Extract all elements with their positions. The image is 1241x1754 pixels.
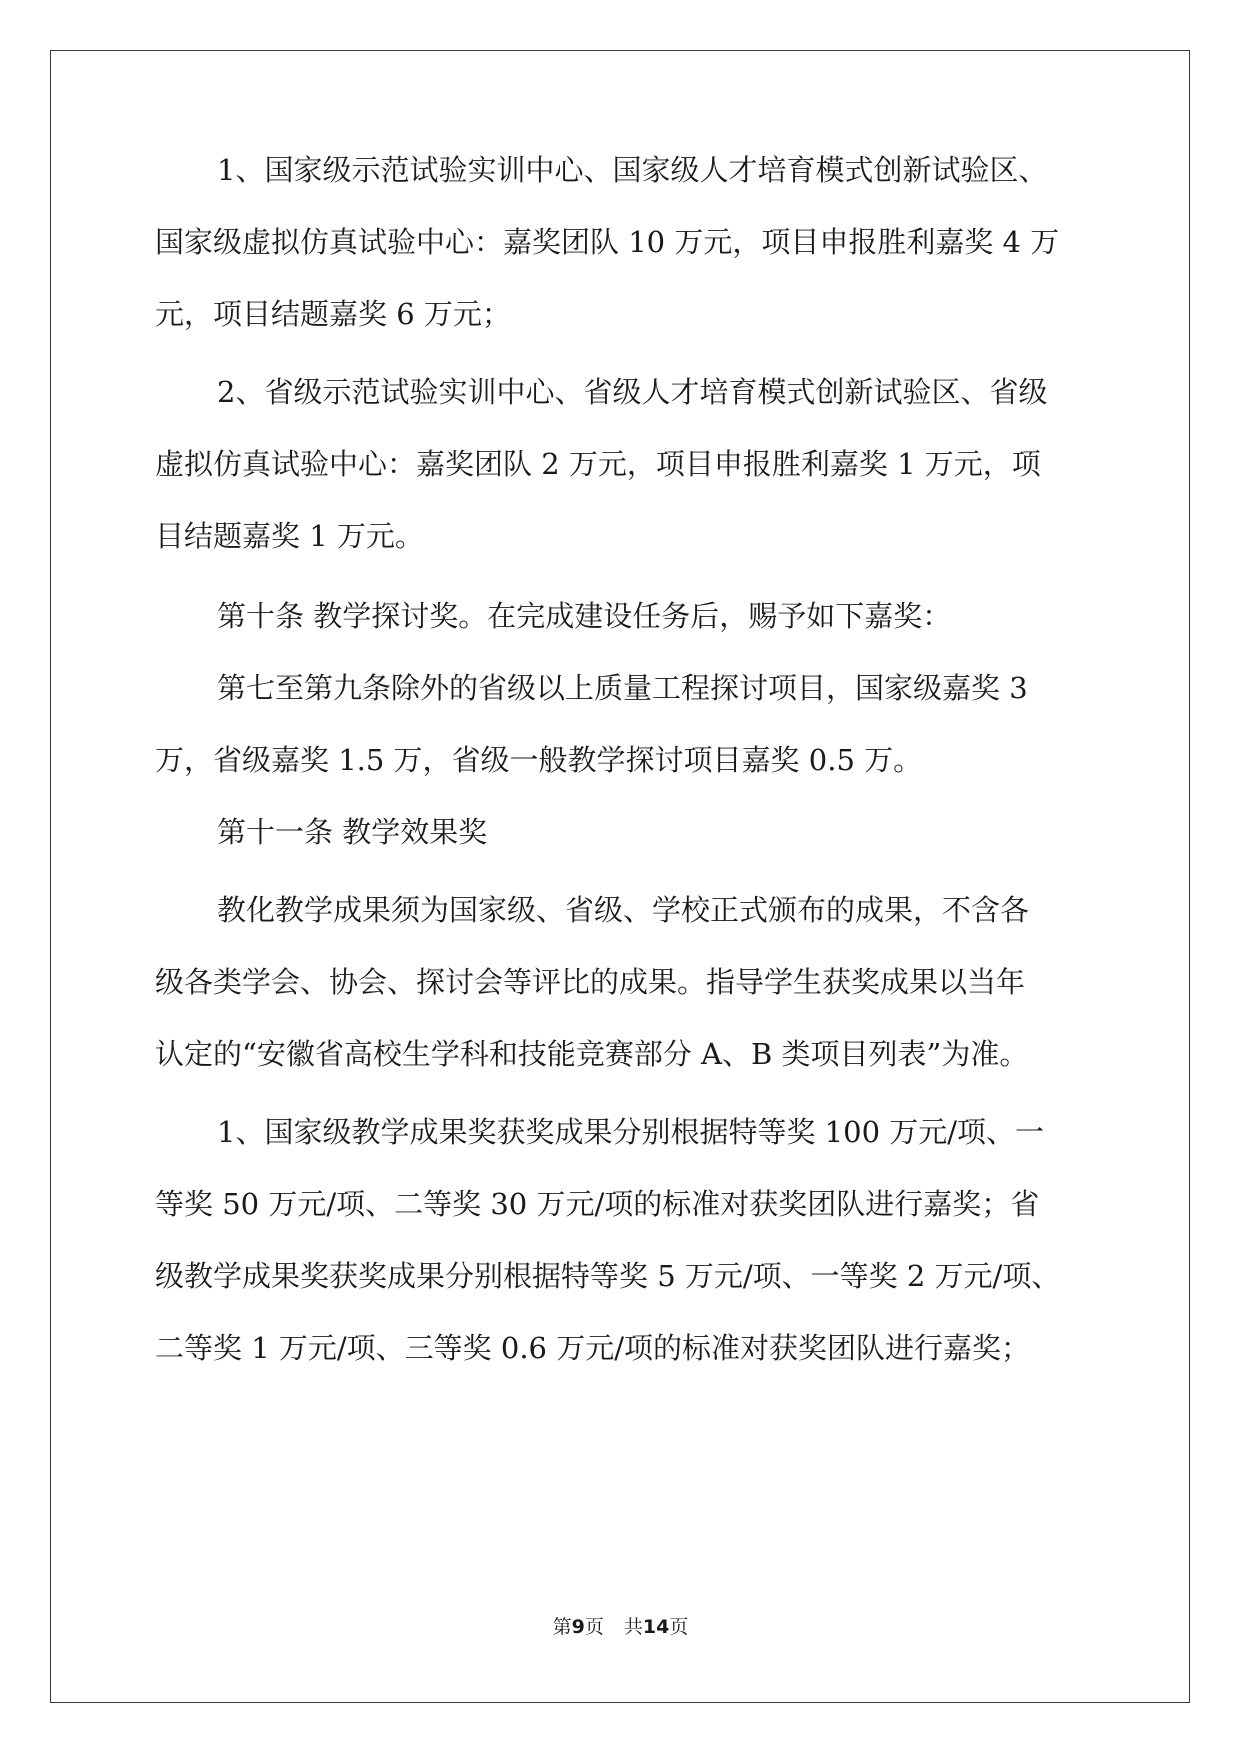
text-line: 1、国家级示范试验实训中心、国家级人才培育模式创新试验区、 [217,153,1048,187]
page-prefix: 第 [552,1616,572,1638]
text-line: 元，项目结题嘉奖 6 万元； [155,297,511,331]
text-line: 级教学成果奖获奖成果分别根据特等奖 5 万元/项、一等奖 2 万元/项、 [155,1259,1061,1293]
text-line: 等奖 50 万元/项、二等奖 30 万元/项的标准对获奖团队进行嘉奖；省 [155,1187,1040,1221]
page-suffix: 页 [584,1616,604,1638]
text-line: 第十条 教学探讨奖。在完成建设任务后，赐予如下嘉奖： [217,599,952,633]
text-line: 目结题嘉奖 1 万元。 [155,519,424,553]
total-suffix: 页 [669,1616,689,1638]
text-line: 级各类学会、协会、探讨会等评比的成果。指导学生获奖成果以当年 [155,965,1026,999]
text-line: 教化教学成果须为国家级、省级、学校正式颁布的成果，不含各 [217,893,1030,927]
total-pages: 14 [642,1616,670,1638]
text-line: 认定的“安徽省高校生学科和技能竞赛部分 A、B 类项目列表”为准。 [155,1037,1029,1071]
text-line: 虚拟仿真试验中心：嘉奖团队 2 万元，项目申报胜利嘉奖 1 万元，项 [155,447,1041,481]
page-footer [0,1612,1241,1639]
text-line: 第十一条 教学效果奖 [217,815,488,849]
text-line: 2、省级示范试验实训中心、省级人才培育模式创新试验区、省级 [217,375,1048,409]
total-prefix: 共 [623,1616,643,1638]
page-number: 9 [571,1616,585,1638]
text-line: 1、国家级教学成果奖获奖成果分别根据特等奖 100 万元/项、一 [217,1115,1045,1149]
text-line: 二等奖 1 万元/项、三等奖 0.6 万元/项的标准对获奖团队进行嘉奖； [155,1331,1030,1365]
text-line: 第七至第九条除外的省级以上质量工程探讨项目，国家级嘉奖 3 [217,671,1028,705]
text-line: 国家级虚拟仿真试验中心：嘉奖团队 10 万元，项目申报胜利嘉奖 4 万 [155,225,1060,259]
text-line: 万，省级嘉奖 1.5 万，省级一般教学探讨项目嘉奖 0.5 万。 [155,743,923,777]
